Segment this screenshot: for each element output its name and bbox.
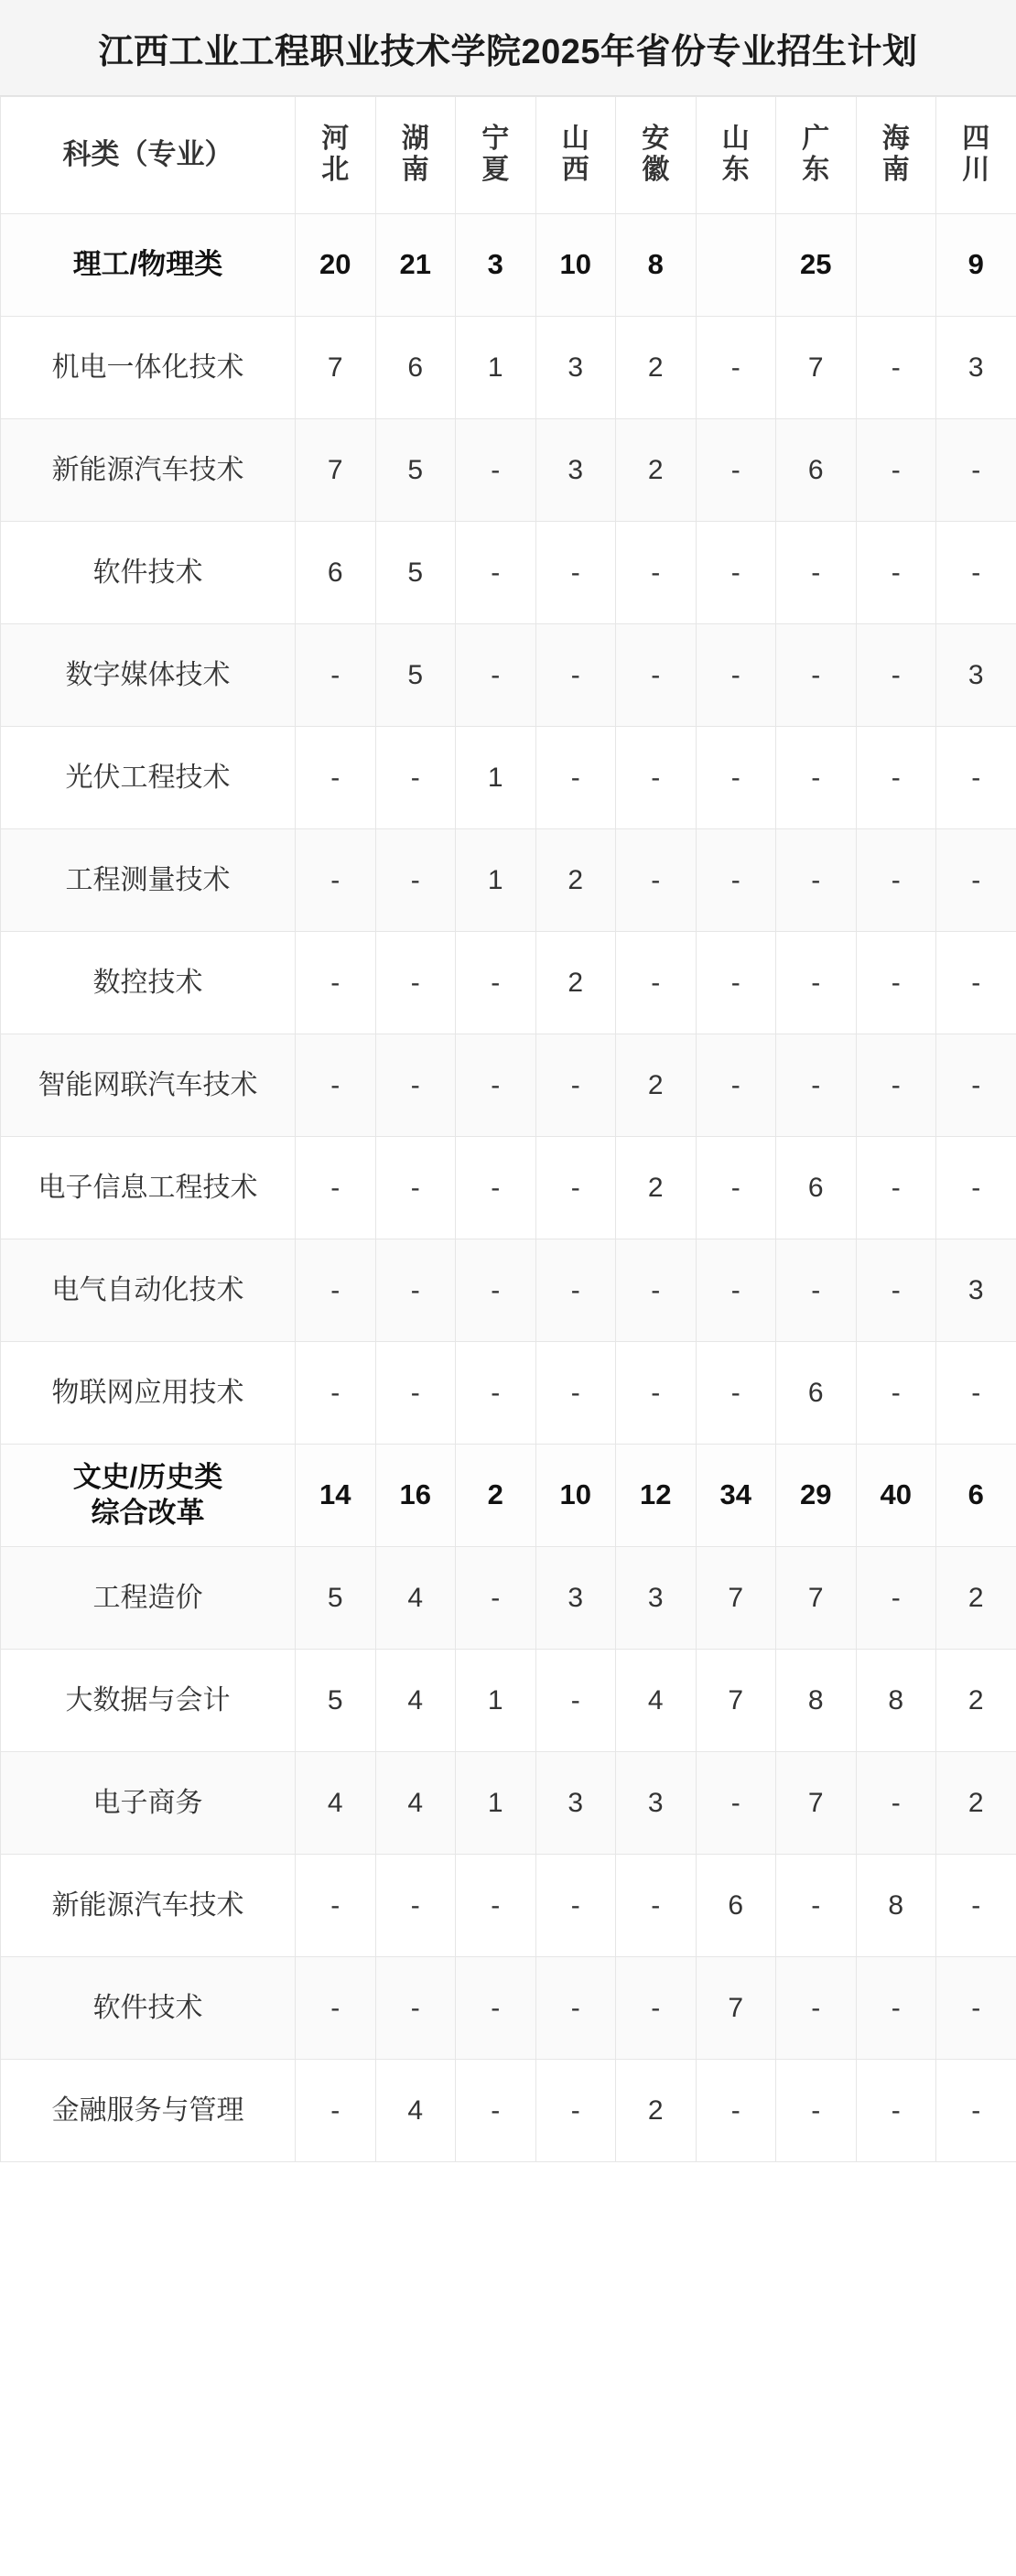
- plan-count-cell: 8: [856, 1855, 936, 1957]
- plan-count-cell: -: [936, 932, 1016, 1034]
- column-header-anhui: [616, 97, 697, 214]
- column-header-guangdong-label: 广东: [802, 123, 830, 185]
- plan-count-cell: -: [856, 624, 936, 727]
- plan-count-cell: -: [616, 1342, 697, 1445]
- plan-count-cell: 6: [696, 1855, 776, 1957]
- plan-count-cell: -: [296, 1137, 376, 1239]
- plan-count-cell: -: [456, 1855, 536, 1957]
- plan-count-cell: -: [616, 1957, 697, 2060]
- plan-count-cell: 3: [535, 1547, 616, 1650]
- plan-count-cell: -: [535, 1650, 616, 1752]
- plan-count-cell: -: [375, 932, 456, 1034]
- plan-count-cell: -: [296, 829, 376, 932]
- plan-count-cell: -: [936, 727, 1016, 829]
- plan-count-cell: 4: [375, 2060, 456, 2162]
- major-name-cell: 电子商务: [1, 1752, 296, 1855]
- major-name-cell: 工程造价: [1, 1547, 296, 1650]
- plan-count-cell: 7: [296, 419, 376, 522]
- plan-count-cell: 5: [296, 1650, 376, 1752]
- major-name-cell: 工程测量技术: [1, 829, 296, 932]
- plan-count-cell: -: [696, 317, 776, 419]
- column-header-ningxia-label: 宁夏: [481, 123, 510, 185]
- table-group-row: [1, 1445, 1016, 1547]
- plan-count-cell: -: [456, 932, 536, 1034]
- table-row: [1, 1752, 1016, 1855]
- column-header-hebei-label: 河北: [321, 123, 350, 185]
- plan-count-cell: -: [856, 932, 936, 1034]
- plan-count-cell: -: [616, 932, 697, 1034]
- plan-count-cell: 3: [456, 214, 536, 317]
- plan-count-cell: -: [776, 829, 857, 932]
- column-header-hebei: [296, 97, 376, 214]
- plan-count-cell: -: [856, 522, 936, 624]
- plan-count-cell: -: [456, 1137, 536, 1239]
- plan-count-cell: 1: [456, 1752, 536, 1855]
- plan-count-cell: -: [856, 1957, 936, 2060]
- plan-count-cell: -: [375, 1342, 456, 1445]
- plan-count-cell: -: [936, 829, 1016, 932]
- table-body: [1, 214, 1016, 2162]
- plan-count-cell: 6: [776, 1137, 857, 1239]
- plan-count-cell: 20: [296, 214, 376, 317]
- plan-count-cell: -: [296, 727, 376, 829]
- plan-count-cell: -: [856, 1752, 936, 1855]
- plan-count-cell: -: [456, 1547, 536, 1650]
- plan-count-cell: -: [696, 624, 776, 727]
- plan-count-cell: 9: [936, 214, 1016, 317]
- plan-count-cell: -: [776, 1855, 857, 1957]
- plan-count-cell: -: [535, 1957, 616, 2060]
- plan-count-cell: 2: [535, 932, 616, 1034]
- plan-count-cell: 3: [535, 1752, 616, 1855]
- plan-count-cell: 4: [375, 1650, 456, 1752]
- column-header-hainan: [856, 97, 936, 214]
- plan-count-cell: 3: [936, 1239, 1016, 1342]
- plan-count-cell: -: [776, 624, 857, 727]
- column-header-hunan: [375, 97, 456, 214]
- plan-count-cell: 12: [616, 1445, 697, 1547]
- plan-count-cell: -: [696, 1034, 776, 1137]
- plan-count-cell: -: [696, 727, 776, 829]
- plan-count-cell: 2: [936, 1650, 1016, 1752]
- plan-count-cell: 5: [375, 522, 456, 624]
- plan-count-cell: -: [776, 932, 857, 1034]
- major-name-cell: 光伏工程技术: [1, 727, 296, 829]
- plan-count-cell: 6: [375, 317, 456, 419]
- table-row: [1, 1342, 1016, 1445]
- table-row: [1, 1957, 1016, 2060]
- column-header-sichuan: [936, 97, 1016, 214]
- plan-count-cell: -: [296, 1342, 376, 1445]
- plan-count-cell: -: [535, 1342, 616, 1445]
- plan-count-cell: 7: [776, 1547, 857, 1650]
- plan-count-cell: -: [936, 2060, 1016, 2162]
- plan-count-cell: 4: [296, 1752, 376, 1855]
- plan-count-cell: -: [776, 1034, 857, 1137]
- plan-count-cell: -: [856, 1547, 936, 1650]
- plan-count-cell: 2: [616, 1034, 697, 1137]
- plan-count-cell: 7: [696, 1650, 776, 1752]
- column-header-major: 科类（专业）: [1, 97, 296, 214]
- plan-count-cell: 7: [696, 1547, 776, 1650]
- plan-count-cell: -: [856, 727, 936, 829]
- table-header: [1, 97, 1016, 214]
- major-name-cell: 物联网应用技术: [1, 1342, 296, 1445]
- plan-count-cell: -: [296, 1957, 376, 2060]
- plan-count-cell: -: [375, 1034, 456, 1137]
- table-row: [1, 932, 1016, 1034]
- plan-count-cell: 3: [616, 1547, 697, 1650]
- major-name-cell: 新能源汽车技术: [1, 419, 296, 522]
- plan-count-cell: 4: [616, 1650, 697, 1752]
- plan-count-cell: -: [375, 829, 456, 932]
- plan-count-cell: -: [296, 1239, 376, 1342]
- plan-count-cell: 7: [296, 317, 376, 419]
- plan-count-cell: -: [776, 727, 857, 829]
- plan-count-cell: 6: [296, 522, 376, 624]
- plan-count-cell: -: [856, 1239, 936, 1342]
- table-row: [1, 829, 1016, 932]
- plan-count-cell: 7: [776, 317, 857, 419]
- plan-count-cell: -: [936, 1957, 1016, 2060]
- plan-count-cell: 6: [936, 1445, 1016, 1547]
- table-row: [1, 624, 1016, 727]
- column-header-hunan-label: 湖南: [401, 123, 429, 185]
- plan-count-cell: -: [535, 2060, 616, 2162]
- admission-plan-table: [0, 96, 1016, 2162]
- plan-count-cell: 2: [616, 317, 697, 419]
- plan-count-cell: -: [936, 1137, 1016, 1239]
- plan-count-cell: -: [936, 522, 1016, 624]
- plan-count-cell: 2: [456, 1445, 536, 1547]
- plan-count-cell: 10: [535, 214, 616, 317]
- plan-count-cell: 2: [936, 1547, 1016, 1650]
- plan-count-cell: -: [616, 727, 697, 829]
- plan-count-cell: -: [696, 2060, 776, 2162]
- page-title-bar: [0, 0, 1016, 96]
- plan-count-cell: -: [456, 1957, 536, 2060]
- plan-count-cell: 2: [616, 1137, 697, 1239]
- table-row: [1, 1547, 1016, 1650]
- plan-count-cell: -: [535, 1034, 616, 1137]
- plan-count-cell: -: [936, 1855, 1016, 1957]
- plan-count-cell: -: [776, 522, 857, 624]
- major-name-cell: 机电一体化技术: [1, 317, 296, 419]
- plan-count-cell: 2: [616, 419, 697, 522]
- column-header-anhui-label: 安徽: [642, 123, 670, 185]
- plan-count-cell: 1: [456, 317, 536, 419]
- column-header-shandong-label: 山东: [721, 123, 750, 185]
- major-name-cell: 电气自动化技术: [1, 1239, 296, 1342]
- plan-count-cell: 3: [535, 419, 616, 522]
- plan-count-cell: -: [696, 829, 776, 932]
- plan-count-cell: -: [375, 727, 456, 829]
- plan-count-cell: -: [616, 829, 697, 932]
- plan-count-cell: -: [696, 1239, 776, 1342]
- plan-count-cell: -: [696, 419, 776, 522]
- table-group-row: [1, 214, 1016, 317]
- plan-count-cell: -: [375, 1957, 456, 2060]
- table-row: [1, 1650, 1016, 1752]
- plan-count-cell: -: [616, 522, 697, 624]
- group-label-cell: 文史/历史类 综合改革: [1, 1445, 296, 1547]
- plan-count-cell: 2: [616, 2060, 697, 2162]
- plan-count-cell: -: [856, 2060, 936, 2162]
- plan-count-cell: -: [296, 932, 376, 1034]
- plan-count-cell: 25: [776, 214, 857, 317]
- plan-count-cell: -: [776, 1239, 857, 1342]
- page-title: 江西工业工程职业技术学院2025年省份专业招生计划: [98, 32, 918, 71]
- plan-count-cell: 2: [936, 1752, 1016, 1855]
- column-header-ningxia: [456, 97, 536, 214]
- plan-count-cell: 5: [375, 419, 456, 522]
- plan-count-cell: -: [535, 624, 616, 727]
- plan-count-cell: 16: [375, 1445, 456, 1547]
- table-row: [1, 317, 1016, 419]
- table-row: [1, 1034, 1016, 1137]
- plan-count-cell: -: [456, 1342, 536, 1445]
- plan-count-cell: 7: [696, 1957, 776, 2060]
- column-header-shandong: [696, 97, 776, 214]
- major-name-cell: 软件技术: [1, 1957, 296, 2060]
- plan-count-cell: -: [456, 624, 536, 727]
- major-name-cell: 数字媒体技术: [1, 624, 296, 727]
- plan-count-cell: 7: [776, 1752, 857, 1855]
- plan-count-cell: -: [456, 522, 536, 624]
- plan-count-cell: -: [936, 1342, 1016, 1445]
- plan-count-cell: 3: [936, 624, 1016, 727]
- plan-count-cell: -: [856, 1137, 936, 1239]
- plan-count-cell: -: [936, 419, 1016, 522]
- plan-count-cell: -: [616, 624, 697, 727]
- plan-count-cell: 3: [616, 1752, 697, 1855]
- plan-count-cell: -: [375, 1137, 456, 1239]
- plan-count-cell: -: [375, 1855, 456, 1957]
- plan-count-cell: [696, 214, 776, 317]
- column-header-sichuan-label: 四川: [962, 123, 990, 185]
- plan-count-cell: -: [296, 1855, 376, 1957]
- table-row: [1, 727, 1016, 829]
- plan-count-cell: -: [856, 1342, 936, 1445]
- column-header-guangdong: [776, 97, 857, 214]
- plan-count-cell: -: [296, 1034, 376, 1137]
- table-row: [1, 522, 1016, 624]
- plan-count-cell: 8: [776, 1650, 857, 1752]
- plan-count-cell: 3: [936, 317, 1016, 419]
- table-row: [1, 2060, 1016, 2162]
- plan-count-cell: -: [776, 2060, 857, 2162]
- column-header-hainan-label: 海南: [881, 123, 910, 185]
- table-row: [1, 1239, 1016, 1342]
- plan-count-cell: 29: [776, 1445, 857, 1547]
- table-header-row: [1, 97, 1016, 214]
- plan-count-cell: -: [696, 1752, 776, 1855]
- table-row: [1, 1137, 1016, 1239]
- major-name-cell: 金融服务与管理: [1, 2060, 296, 2162]
- column-header-shanxi: [535, 97, 616, 214]
- plan-count-cell: 1: [456, 829, 536, 932]
- plan-count-cell: -: [535, 522, 616, 624]
- plan-count-cell: -: [375, 1239, 456, 1342]
- plan-count-cell: -: [296, 2060, 376, 2162]
- plan-count-cell: -: [456, 1239, 536, 1342]
- major-name-cell: 电子信息工程技术: [1, 1137, 296, 1239]
- plan-count-cell: [856, 214, 936, 317]
- plan-count-cell: -: [856, 1034, 936, 1137]
- plan-count-cell: -: [696, 1137, 776, 1239]
- plan-count-cell: 10: [535, 1445, 616, 1547]
- plan-count-cell: -: [696, 1342, 776, 1445]
- plan-count-cell: -: [856, 829, 936, 932]
- major-name-cell: 大数据与会计: [1, 1650, 296, 1752]
- plan-count-cell: 5: [375, 624, 456, 727]
- table-row: [1, 419, 1016, 522]
- major-name-cell: 智能网联汽车技术: [1, 1034, 296, 1137]
- plan-count-cell: 1: [456, 727, 536, 829]
- plan-count-cell: -: [616, 1855, 697, 1957]
- plan-count-cell: 5: [296, 1547, 376, 1650]
- plan-count-cell: -: [456, 2060, 536, 2162]
- group-label-cell: 理工/物理类: [1, 214, 296, 317]
- plan-count-cell: -: [535, 1855, 616, 1957]
- plan-count-cell: -: [535, 727, 616, 829]
- plan-count-cell: -: [696, 522, 776, 624]
- plan-count-cell: -: [856, 419, 936, 522]
- plan-count-cell: 6: [776, 419, 857, 522]
- plan-count-cell: 4: [375, 1547, 456, 1650]
- plan-count-cell: 34: [696, 1445, 776, 1547]
- plan-count-cell: 4: [375, 1752, 456, 1855]
- plan-count-cell: -: [456, 419, 536, 522]
- column-header-shanxi-label: 山西: [561, 123, 589, 185]
- plan-count-cell: 1: [456, 1650, 536, 1752]
- plan-count-cell: 14: [296, 1445, 376, 1547]
- plan-count-cell: -: [616, 1239, 697, 1342]
- plan-count-cell: -: [776, 1957, 857, 2060]
- plan-count-cell: -: [856, 317, 936, 419]
- plan-count-cell: 8: [616, 214, 697, 317]
- plan-count-cell: 8: [856, 1650, 936, 1752]
- table-row: [1, 1855, 1016, 1957]
- major-name-cell: 数控技术: [1, 932, 296, 1034]
- plan-count-cell: -: [296, 624, 376, 727]
- plan-count-cell: 2: [535, 829, 616, 932]
- plan-count-cell: 40: [856, 1445, 936, 1547]
- major-name-cell: 新能源汽车技术: [1, 1855, 296, 1957]
- plan-count-cell: -: [456, 1034, 536, 1137]
- plan-count-cell: -: [936, 1034, 1016, 1137]
- plan-count-cell: 6: [776, 1342, 857, 1445]
- plan-count-cell: -: [535, 1239, 616, 1342]
- major-name-cell: 软件技术: [1, 522, 296, 624]
- plan-count-cell: -: [535, 1137, 616, 1239]
- plan-count-cell: -: [696, 932, 776, 1034]
- plan-count-cell: 21: [375, 214, 456, 317]
- plan-count-cell: 3: [535, 317, 616, 419]
